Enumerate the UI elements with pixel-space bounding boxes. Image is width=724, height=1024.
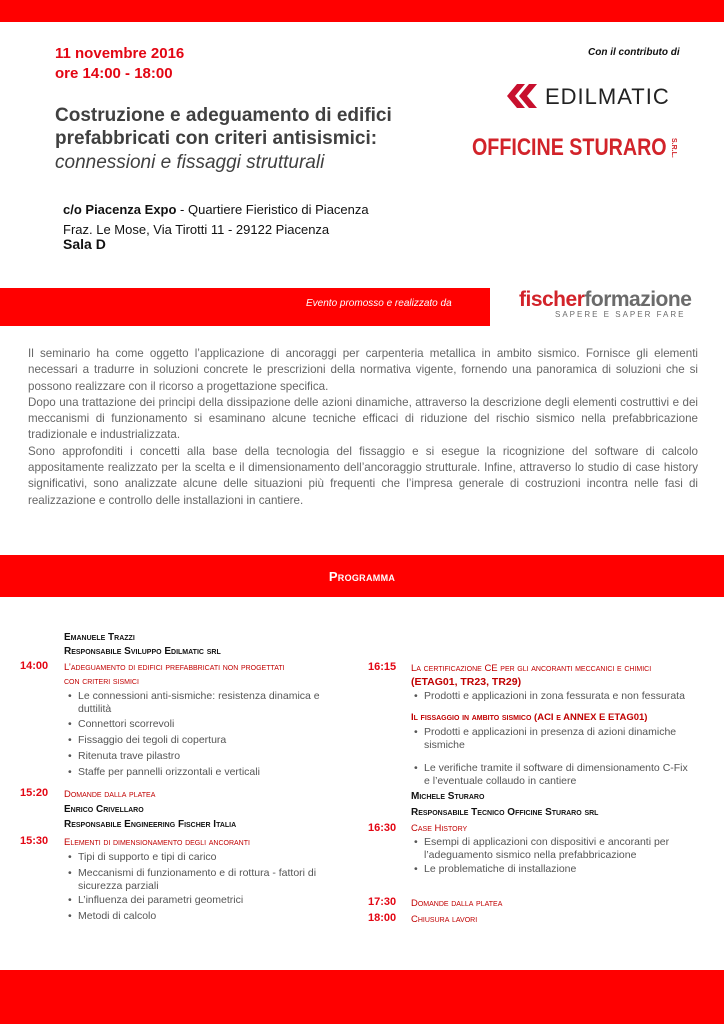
fischer-wordmark-a: fischer bbox=[519, 288, 585, 311]
room-label: Sala D bbox=[63, 236, 106, 252]
venue-block bbox=[63, 200, 369, 240]
list-item: • Le verifiche tramite il software di dimensionamento C-Fix e l’eventuale collaudo in cantiere bbox=[424, 762, 689, 788]
list-item: • Le problematiche di installazione bbox=[424, 863, 576, 876]
list-item: • Meccanismi di funzionamento e di rottura - fattori di sicurezza parziali bbox=[78, 867, 338, 893]
venue-detail: - Quartiere Fieristico di Piacenza bbox=[176, 202, 369, 217]
time-slot: 15:20 bbox=[20, 787, 49, 799]
list-item: • Fissaggio dei tegoli di copertura bbox=[78, 734, 226, 747]
list-item: • Staffe per pannelli orizzontali e verticali bbox=[78, 766, 260, 779]
time-slot: 16:30 bbox=[368, 822, 397, 834]
venue-address: Fraz. Le Mose, Via Tirotti 11 - 29122 Piacenza bbox=[63, 222, 330, 237]
event-date-block bbox=[55, 44, 184, 84]
session-topic: Il fissaggio in ambito sismico (ACI e ANNEX E ETAG01) bbox=[411, 712, 648, 723]
fischer-logo bbox=[519, 288, 691, 319]
qa-label: Domande dalla platea bbox=[64, 789, 156, 800]
promo-label: Evento promosso e realizzato da bbox=[306, 298, 452, 309]
speaker-name: Enrico Crivellaro bbox=[64, 804, 144, 815]
time-slot: 16:15 bbox=[368, 661, 397, 673]
session-topic-cont: con criteri sismici bbox=[64, 676, 139, 687]
session-topic-cont: (ETAG01, TR23, TR29) bbox=[411, 676, 522, 688]
edilmatic-logo bbox=[505, 82, 695, 112]
session-topic: La certificazione CE per gli ancoranti meccanici e chimici bbox=[411, 663, 652, 674]
title-line-2: prefabbricati con criteri antisismici: bbox=[55, 128, 378, 149]
intro-paragraph: Dopo una trattazione dei principi della dissipazione delle azioni dinamiche, attraverso la descrizione degli elementi costruttivi e dei meccanismi di funzionamento si esaminano alcune tecniche efficaci di riduzione del rischio sismico nella prefabbricazione tradizionale e industrializzata. bbox=[28, 395, 698, 442]
edilmatic-mark-icon bbox=[505, 82, 541, 110]
sturaro-suffix: S.R.L. bbox=[670, 138, 677, 158]
time-slot: 18:00 bbox=[368, 912, 397, 924]
list-item: • Ritenuta trave pilastro bbox=[78, 750, 180, 763]
event-subtitle: connessioni e fissaggi strutturali bbox=[55, 152, 325, 173]
list-item: • Metodi di calcolo bbox=[78, 910, 156, 923]
time-slot: 15:30 bbox=[20, 835, 49, 847]
time-slot: 17:30 bbox=[368, 896, 397, 908]
list-item: • Esempi di applicazioni con dispositivi e ancoranti per l’adeguamento sismico nella prefabbricazione bbox=[424, 836, 684, 862]
list-item: • Connettori scorrevoli bbox=[78, 718, 174, 731]
contrib-label: Con il contributo di bbox=[588, 47, 680, 58]
session-topic: L’adeguamento di edifici prefabbricati non progettati bbox=[64, 662, 285, 673]
venue-line bbox=[63, 200, 369, 220]
list-item: • Tipi di supporto e tipi di carico bbox=[78, 851, 217, 864]
session-topic: Case History bbox=[411, 823, 468, 834]
sturaro-logo bbox=[472, 134, 702, 166]
speaker-name: Emanuele Trazzi bbox=[64, 632, 135, 643]
event-date: 11 novembre 2016 bbox=[55, 45, 185, 62]
programma-title: Programma bbox=[328, 569, 396, 584]
list-item: • Le connessioni anti-sismiche: resistenza dinamica e duttilità bbox=[78, 690, 338, 716]
speaker-role: Responsabile Sviluppo Edilmatic srl bbox=[64, 646, 221, 657]
sturaro-wordmark: OFFICINE STURARO bbox=[472, 134, 667, 161]
time-slot: 14:00 bbox=[20, 660, 49, 672]
fischer-wordmark-b: formazione bbox=[584, 288, 692, 311]
list-item: • L’influenza dei parametri geometrici bbox=[78, 894, 243, 907]
intro-paragraph: Sono approfonditi i concetti alla base della tecnologia del fissaggio e si esegue la ricognizione del software di calcolo appositamente realizzato per la scelta e il dimensionamento dell’ancoraggio strutturale. Infine, attraverso lo studio di case history significativi, sono analizzate alcune delle situazioni più frequenti che l’impresa generale di costruzioni incontra nelle fasi di realizzazione e controllo delle installazioni in cantiere. bbox=[28, 444, 698, 507]
bottom-red-bar bbox=[0, 970, 724, 1024]
event-time: ore 14:00 - 18:00 bbox=[55, 65, 173, 82]
event-title bbox=[55, 104, 475, 150]
edilmatic-wordmark: EDILMATIC bbox=[545, 84, 670, 109]
intro-text bbox=[28, 346, 698, 509]
intro-paragraph: Il seminario ha come oggetto l’applicazione di ancoraggi per carpenteria metallica in ambito sismico. Fornisce gli elementi necessari a tradurre in soluzioni concrete le prescrizioni della normativa vigente, fornendo una panoramica di soluzioni che si possono realizzare con il ricorso a progettazione specifica. bbox=[28, 347, 698, 393]
qa-label: Domande dalla platea bbox=[411, 898, 503, 909]
session-topic: Elementi di dimensionamento degli ancoranti bbox=[64, 837, 250, 848]
speaker-role: Responsabile Tecnico Officine Sturaro srl bbox=[411, 807, 599, 818]
speaker-name: Michele Sturaro bbox=[411, 791, 485, 802]
top-red-bar bbox=[0, 0, 724, 22]
list-item: • Prodotti e applicazioni in zona fessurata e non fessurata bbox=[424, 690, 685, 703]
closing-label: Chiusura lavori bbox=[411, 914, 478, 925]
title-line-1: Costruzione e adeguamento di edifici bbox=[55, 105, 392, 126]
speaker-role: Responsabile Engineering Fischer Italia bbox=[64, 819, 237, 830]
list-item: • Prodotti e applicazioni in presenza di azioni dinamiche sismiche bbox=[424, 726, 684, 752]
fischer-tagline: SAPERE E SAPER FARE bbox=[555, 310, 686, 319]
venue-name: c/o Piacenza Expo bbox=[63, 202, 177, 217]
